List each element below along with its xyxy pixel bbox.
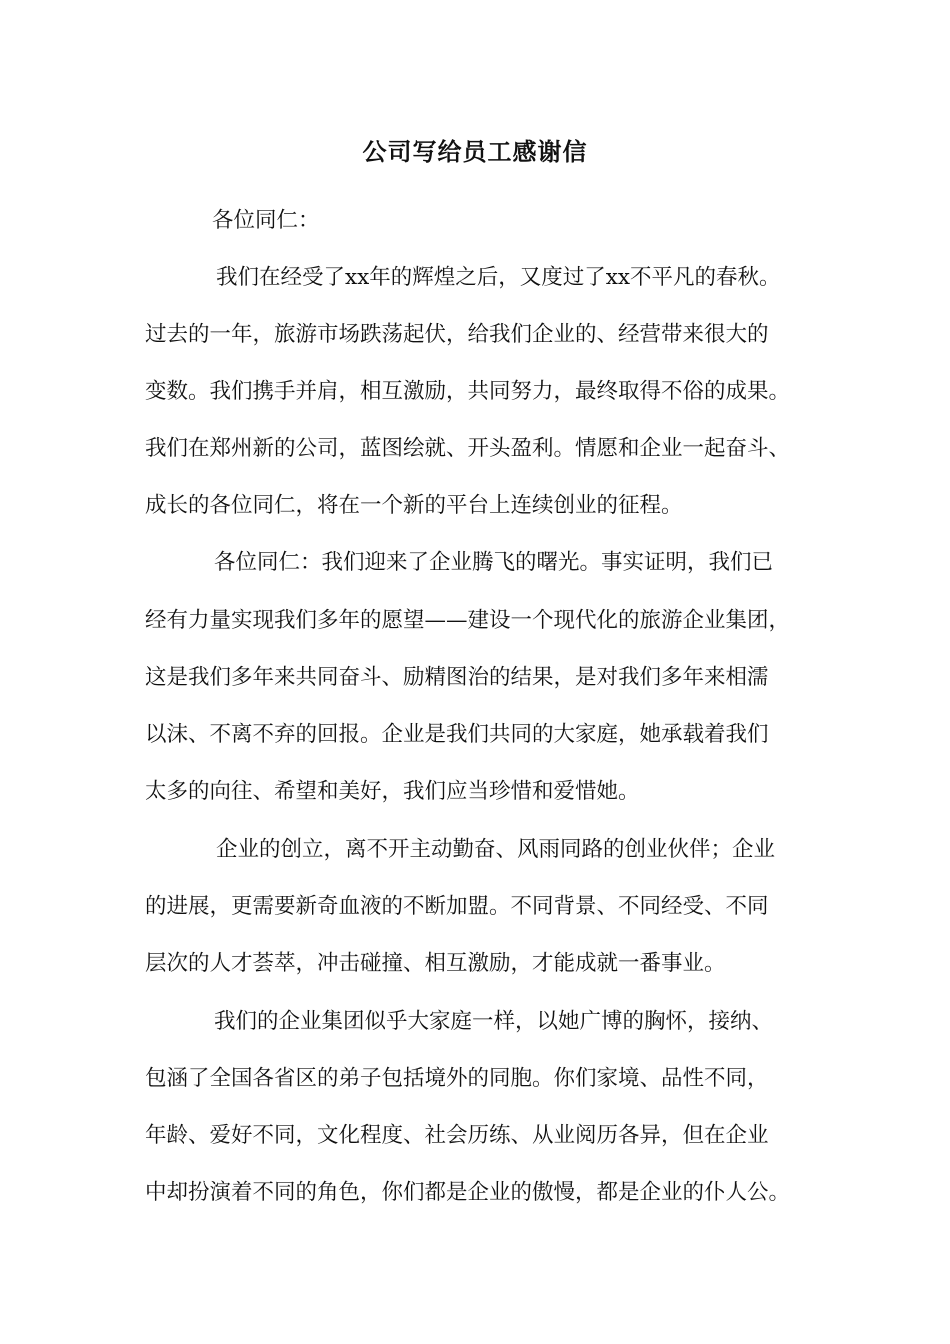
body-line: 以沫、不离不弃的回报。企业是我们共同的大家庭，她承载着我们 — [145, 722, 769, 747]
body-line: 我们的企业集团似乎大家庭一样，以她广博的胸怀，接纳、 — [214, 1009, 774, 1034]
body-line: 年龄、爱好不同，文化程度、社会历练、从业阅历各异，但在企业 — [145, 1123, 769, 1148]
body-line: 的进展，更需要新奇血液的不断加盟。不同背景、不同经受、不同 — [145, 894, 769, 919]
document-title: 公司写给员工感谢信 — [362, 137, 588, 166]
body-line: 经有力量实现我们多年的愿望——建设一个现代化的旅游企业集团， — [145, 608, 791, 633]
body-line: 包涵了全国各省区的弟子包括境外的同胞。你们家境、品性不同， — [145, 1066, 769, 1091]
body-line: 变数。我们携手并肩，相互激励，共同努力，最终取得不俗的成果。 — [145, 379, 791, 404]
body-line: 各位同仁：我们迎来了企业腾飞的曙光。事实证明，我们已 — [214, 550, 774, 575]
body-line: 我们在经受了xx年的辉煌之后，又度过了xx不平凡的春秋。 — [216, 265, 781, 290]
body-line: 中却扮演着不同的角色，你们都是企业的傲慢，都是企业的仆人公。 — [145, 1180, 791, 1205]
body-line: 我们在郑州新的公司，蓝图绘就、开头盈利。情愿和企业一起奋斗、 — [145, 436, 791, 461]
body-line: 层次的人才荟萃，冲击碰撞、相互激励，才能成就一番事业。 — [145, 951, 726, 976]
body-line: 成长的各位同仁，将在一个新的平台上连续创业的征程。 — [145, 493, 683, 518]
salutation-line: 各位同仁： — [212, 208, 320, 233]
body-line: 企业的创立，离不开主动勤奋、风雨同路的创业伙伴；企业 — [216, 837, 776, 862]
body-line: 太多的向往、希望和美好，我们应当珍惜和爱惜她。 — [145, 779, 640, 804]
body-line: 过去的一年，旅游市场跌荡起伏，给我们企业的、经营带来很大的 — [145, 322, 769, 347]
body-line: 这是我们多年来共同奋斗、励精图治的结果，是对我们多年来相濡 — [145, 665, 769, 690]
